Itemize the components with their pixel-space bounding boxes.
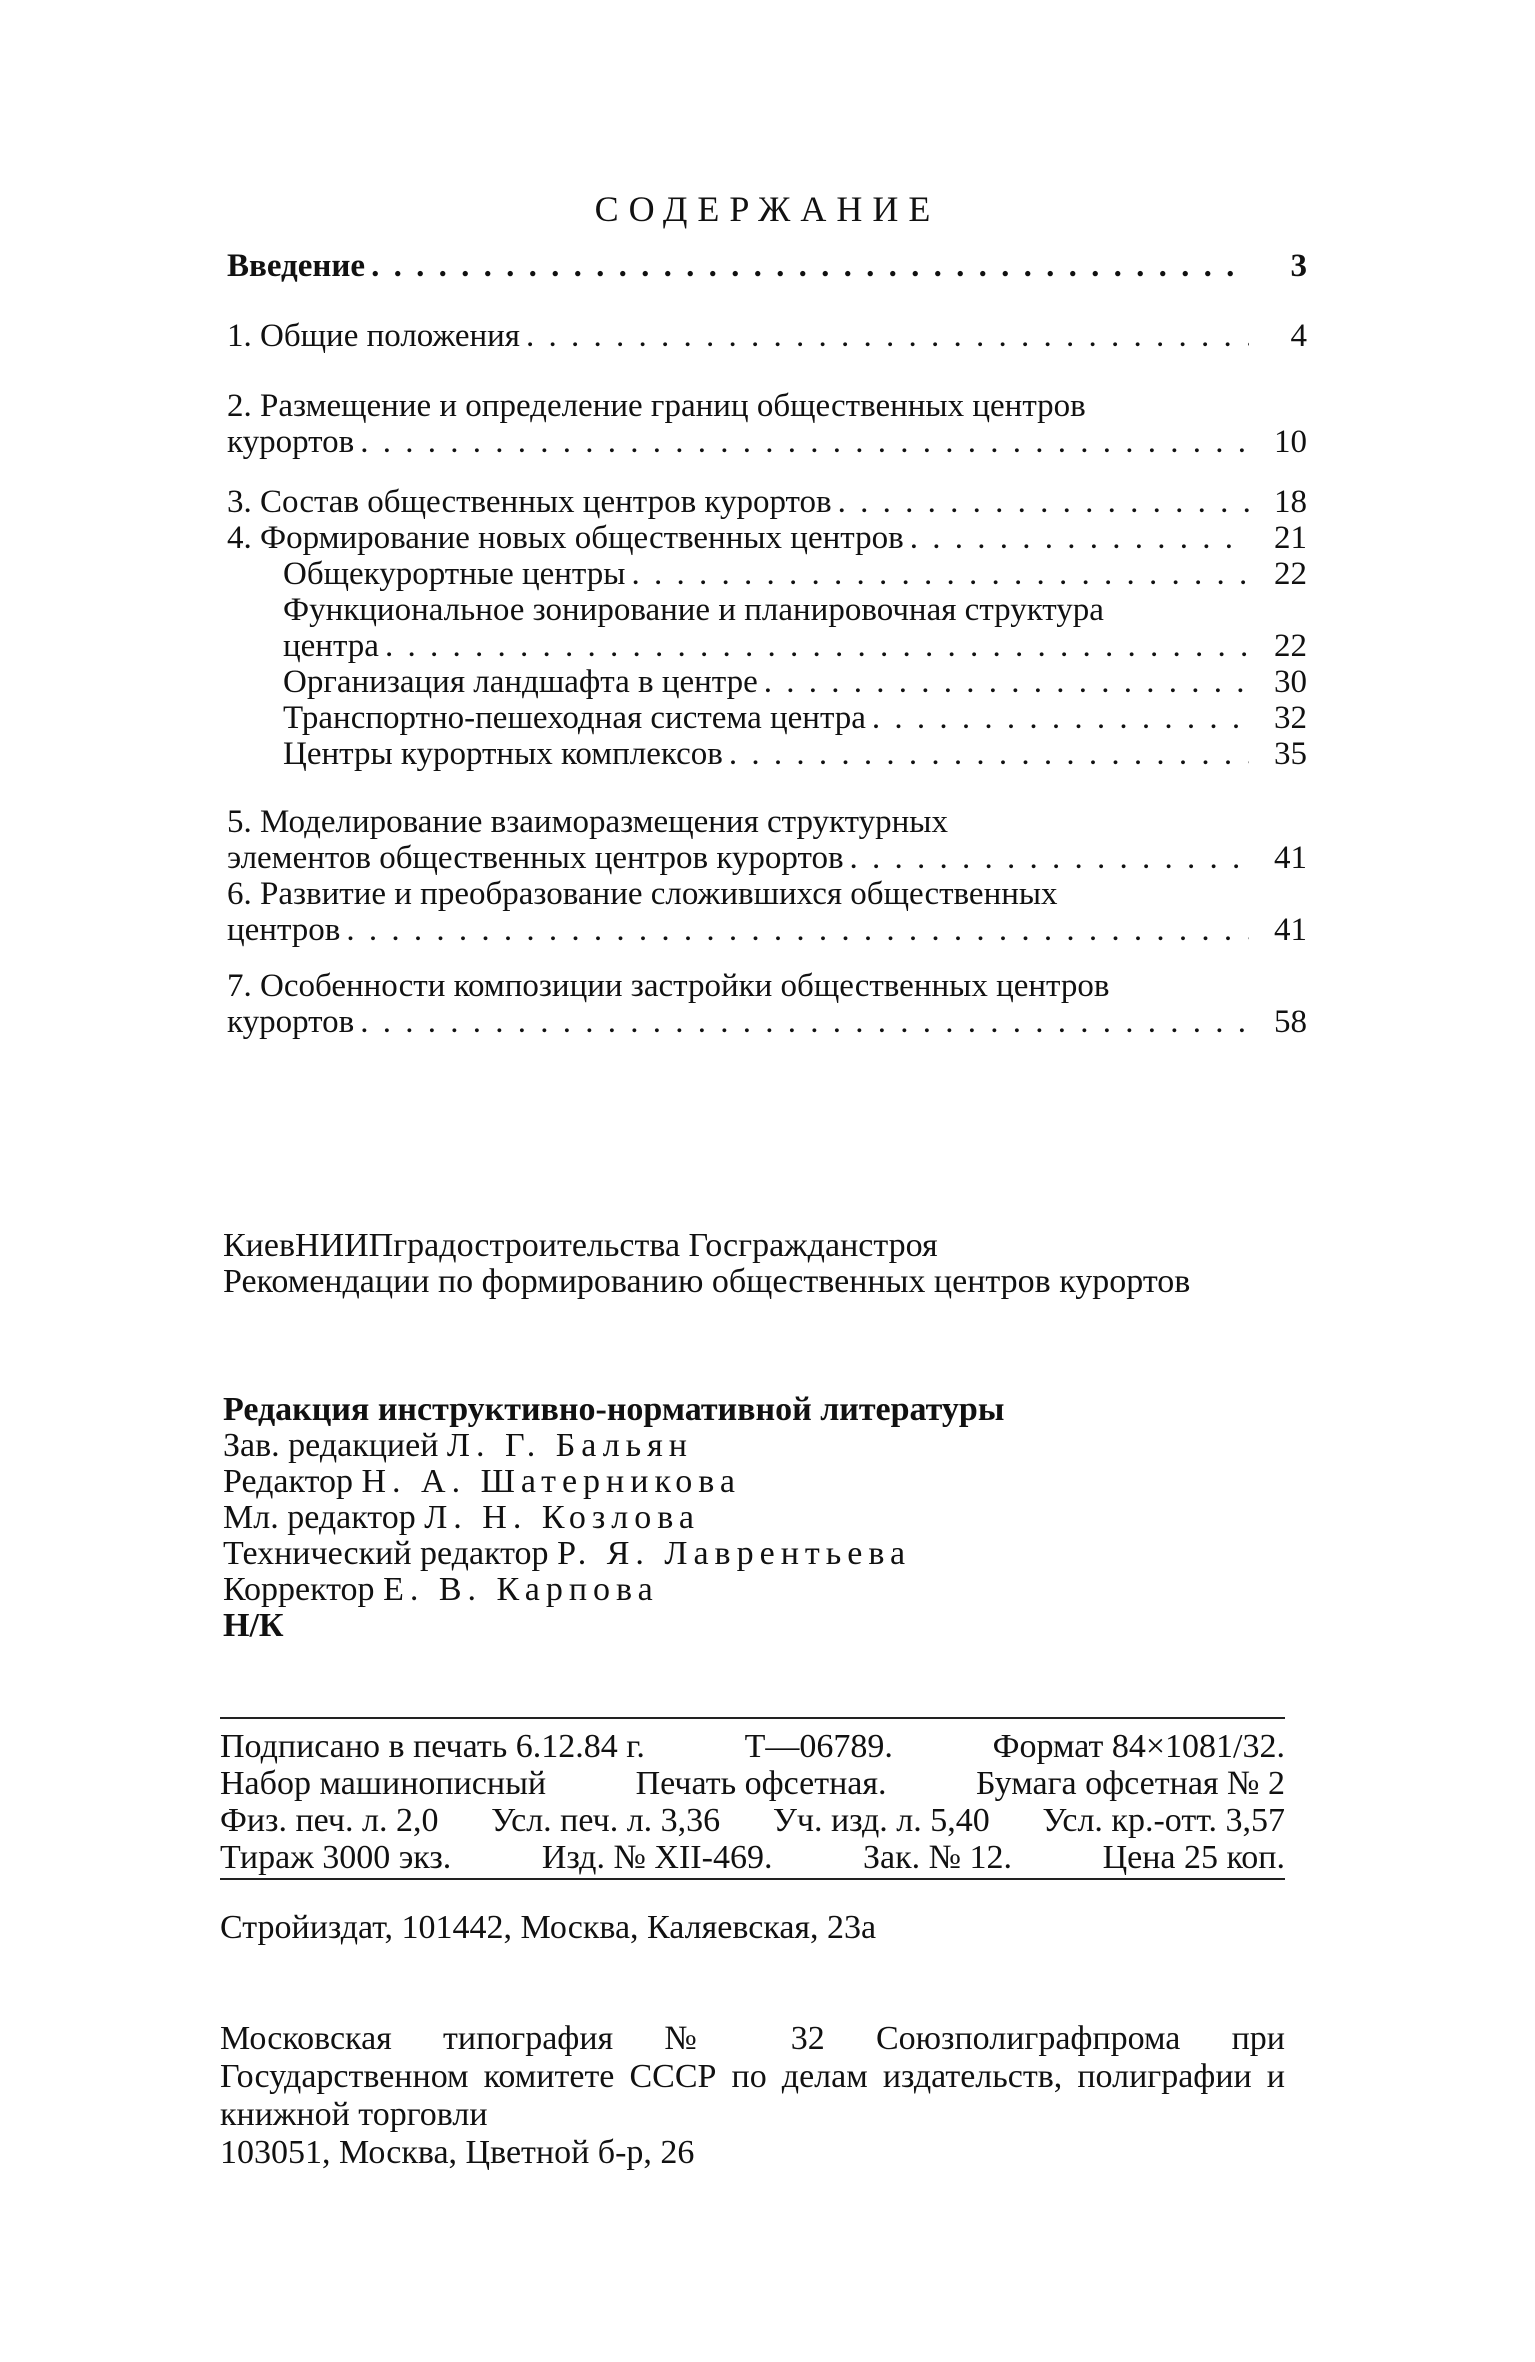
toc-page-number: 4 [1290, 318, 1307, 354]
toc-entry [227, 318, 1307, 354]
toc-page-number: 22 [1274, 628, 1307, 664]
credit-name: Л. Н. Козлова [424, 1499, 700, 1536]
toc-page-number: 41 [1274, 912, 1307, 948]
imprint-row [220, 1839, 1285, 1876]
toc-entry-title-line: 2. Размещение и определение границ общественных центров [227, 388, 1086, 424]
institute-name: КиевНИИПградостроительства Госгражданстроя [223, 1227, 938, 1264]
imprint-top-rule [220, 1717, 1285, 1719]
credit-line [223, 1464, 1004, 1500]
toc-leader-dots [910, 520, 1249, 556]
toc-entry-title-line: 6. Развитие и преобразование сложившихся общественных [227, 876, 1058, 912]
credit-name: Р. Я. Лаврентьева [557, 1535, 912, 1572]
credit-role: Технический редактор [223, 1535, 549, 1572]
credit-name: Е. В. Карпова [383, 1571, 659, 1608]
printer-description: Московская типография № 32 Союзполиграфпрома при Государственном комитете СССР по делам издательств, полиграфии и книжной торговли [220, 2020, 1285, 2133]
toc-entry-title: Организация ландшафта в центре [283, 664, 758, 700]
toc-entry [227, 248, 1307, 284]
credit-role: Корректор [223, 1571, 375, 1608]
credit-role: Мл. редактор [223, 1499, 416, 1536]
toc-entry-title: элементов общественных центров курортов [227, 840, 844, 876]
toc-entry-title: центров [227, 912, 341, 948]
toc-entry [283, 664, 1307, 700]
imprint-cell: Физ. печ. л. 2,0 [220, 1802, 439, 1839]
toc-entry [227, 968, 1307, 1040]
document-code: Н/К [223, 1607, 284, 1644]
toc-entry [283, 736, 1307, 772]
toc-page-number: 10 [1274, 424, 1307, 460]
credit-line [223, 1536, 1004, 1572]
imprint-row [220, 1802, 1285, 1839]
credit-name: Л. Г. Бальян [446, 1427, 694, 1464]
toc-page-number: 30 [1274, 664, 1307, 700]
imprint-row [220, 1765, 1285, 1802]
imprint-cell: Усл. печ. л. 3,36 [491, 1802, 721, 1839]
toc-entry [227, 484, 1307, 520]
printer-address: 103051, Москва, Цветной б-р, 26 [220, 2134, 695, 2171]
toc-leader-dots [371, 248, 1249, 284]
toc-entry-title: 3. Состав общественных центров курортов [227, 484, 832, 520]
toc-entry-title: 1. Общие положения [227, 318, 520, 354]
imprint-cell: Бумага офсетная № 2 [976, 1765, 1285, 1802]
toc-leader-dots [872, 700, 1249, 736]
toc-page-number: 35 [1274, 736, 1307, 772]
imprint-block [220, 1728, 1285, 1876]
editorial-heading: Редакция инструктивно-нормативной литературы [223, 1391, 1005, 1428]
toc-page-number: 18 [1274, 484, 1307, 520]
credit-line [223, 1428, 1004, 1464]
toc-entry [283, 556, 1307, 592]
toc-entry-title: Центры курортных комплексов [283, 736, 723, 772]
toc-entry-title: Транспортно-пешеходная система центра [283, 700, 866, 736]
toc-leader-dots [850, 840, 1249, 876]
toc-leader-dots [729, 736, 1249, 772]
toc-leader-dots [360, 424, 1249, 460]
toc-leader-dots [526, 318, 1249, 354]
imprint-cell: Печать офсетная. [635, 1765, 887, 1802]
toc-entry-title: курортов [227, 424, 355, 460]
imprint-cell: Формат 84×1081/32. [992, 1728, 1285, 1765]
publisher-address: Стройиздат, 101442, Москва, Каляевская, 23а [220, 1909, 877, 1946]
toc-entry-title-line: Функциональное зонирование и планировочная структура [283, 592, 1104, 628]
toc-entry-title: курортов [227, 1004, 355, 1040]
publication-title: Рекомендации по формированию общественных центров курортов [223, 1263, 1191, 1300]
toc-page-number: 22 [1274, 556, 1307, 592]
printer-block [220, 2020, 1285, 2172]
editorial-credits [223, 1392, 1004, 1644]
imprint-cell: Усл. кр.-отт. 3,57 [1042, 1802, 1285, 1839]
institute-block [223, 1228, 1190, 1300]
toc-entry-title: центра [283, 628, 379, 664]
toc-entry-title: 4. Формирование новых общественных центров [227, 520, 904, 556]
toc-page-number: 41 [1274, 840, 1307, 876]
credit-name: Н. А. Шатерникова [361, 1463, 741, 1500]
imprint-cell: Набор машинописный [220, 1765, 547, 1802]
imprint-cell: Зак. № 12. [862, 1839, 1013, 1876]
toc-page-number: 58 [1274, 1004, 1307, 1040]
toc-entry [227, 388, 1307, 460]
imprint-row [220, 1728, 1285, 1765]
credit-line [223, 1500, 1004, 1536]
imprint-cell: Цена 25 коп. [1102, 1839, 1285, 1876]
imprint-cell: Подписано в печать 6.12.84 г. [220, 1728, 645, 1765]
toc-entry-title-line: 5. Моделирование взаиморазмещения структурных [227, 804, 948, 840]
toc-entry [227, 804, 1307, 876]
toc-entry [283, 592, 1307, 664]
toc-entry-title: Введение [227, 248, 366, 284]
toc-page-number: 3 [1290, 248, 1307, 284]
credit-line [223, 1572, 1004, 1608]
imprint-cell: Т—06789. [744, 1728, 893, 1765]
imprint-cell: Уч. изд. л. 5,40 [772, 1802, 990, 1839]
toc-entry-title-line: 7. Особенности композиции застройки общественных центров [227, 968, 1110, 1004]
credit-role: Зав. редакцией [223, 1427, 439, 1464]
toc-page-number: 32 [1274, 700, 1307, 736]
toc-leader-dots [838, 484, 1249, 520]
toc-leader-dots [360, 1004, 1249, 1040]
toc-leader-dots [346, 912, 1249, 948]
toc-entry-title: Общекурортные центры [283, 556, 626, 592]
toc-leader-dots [385, 628, 1249, 664]
toc-entry [227, 520, 1307, 556]
credit-role: Редактор [223, 1463, 353, 1500]
imprint-cell: Изд. № XII-469. [541, 1839, 773, 1876]
toc-entry [283, 700, 1307, 736]
toc-title: СОДЕРЖАНИЕ [594, 189, 941, 229]
toc-leader-dots [764, 664, 1249, 700]
imprint-bottom-rule [220, 1878, 1285, 1880]
toc-leader-dots [631, 556, 1249, 592]
toc-page-number: 21 [1274, 520, 1307, 556]
toc-entry [227, 876, 1307, 948]
imprint-cell: Тираж 3000 экз. [220, 1839, 452, 1876]
